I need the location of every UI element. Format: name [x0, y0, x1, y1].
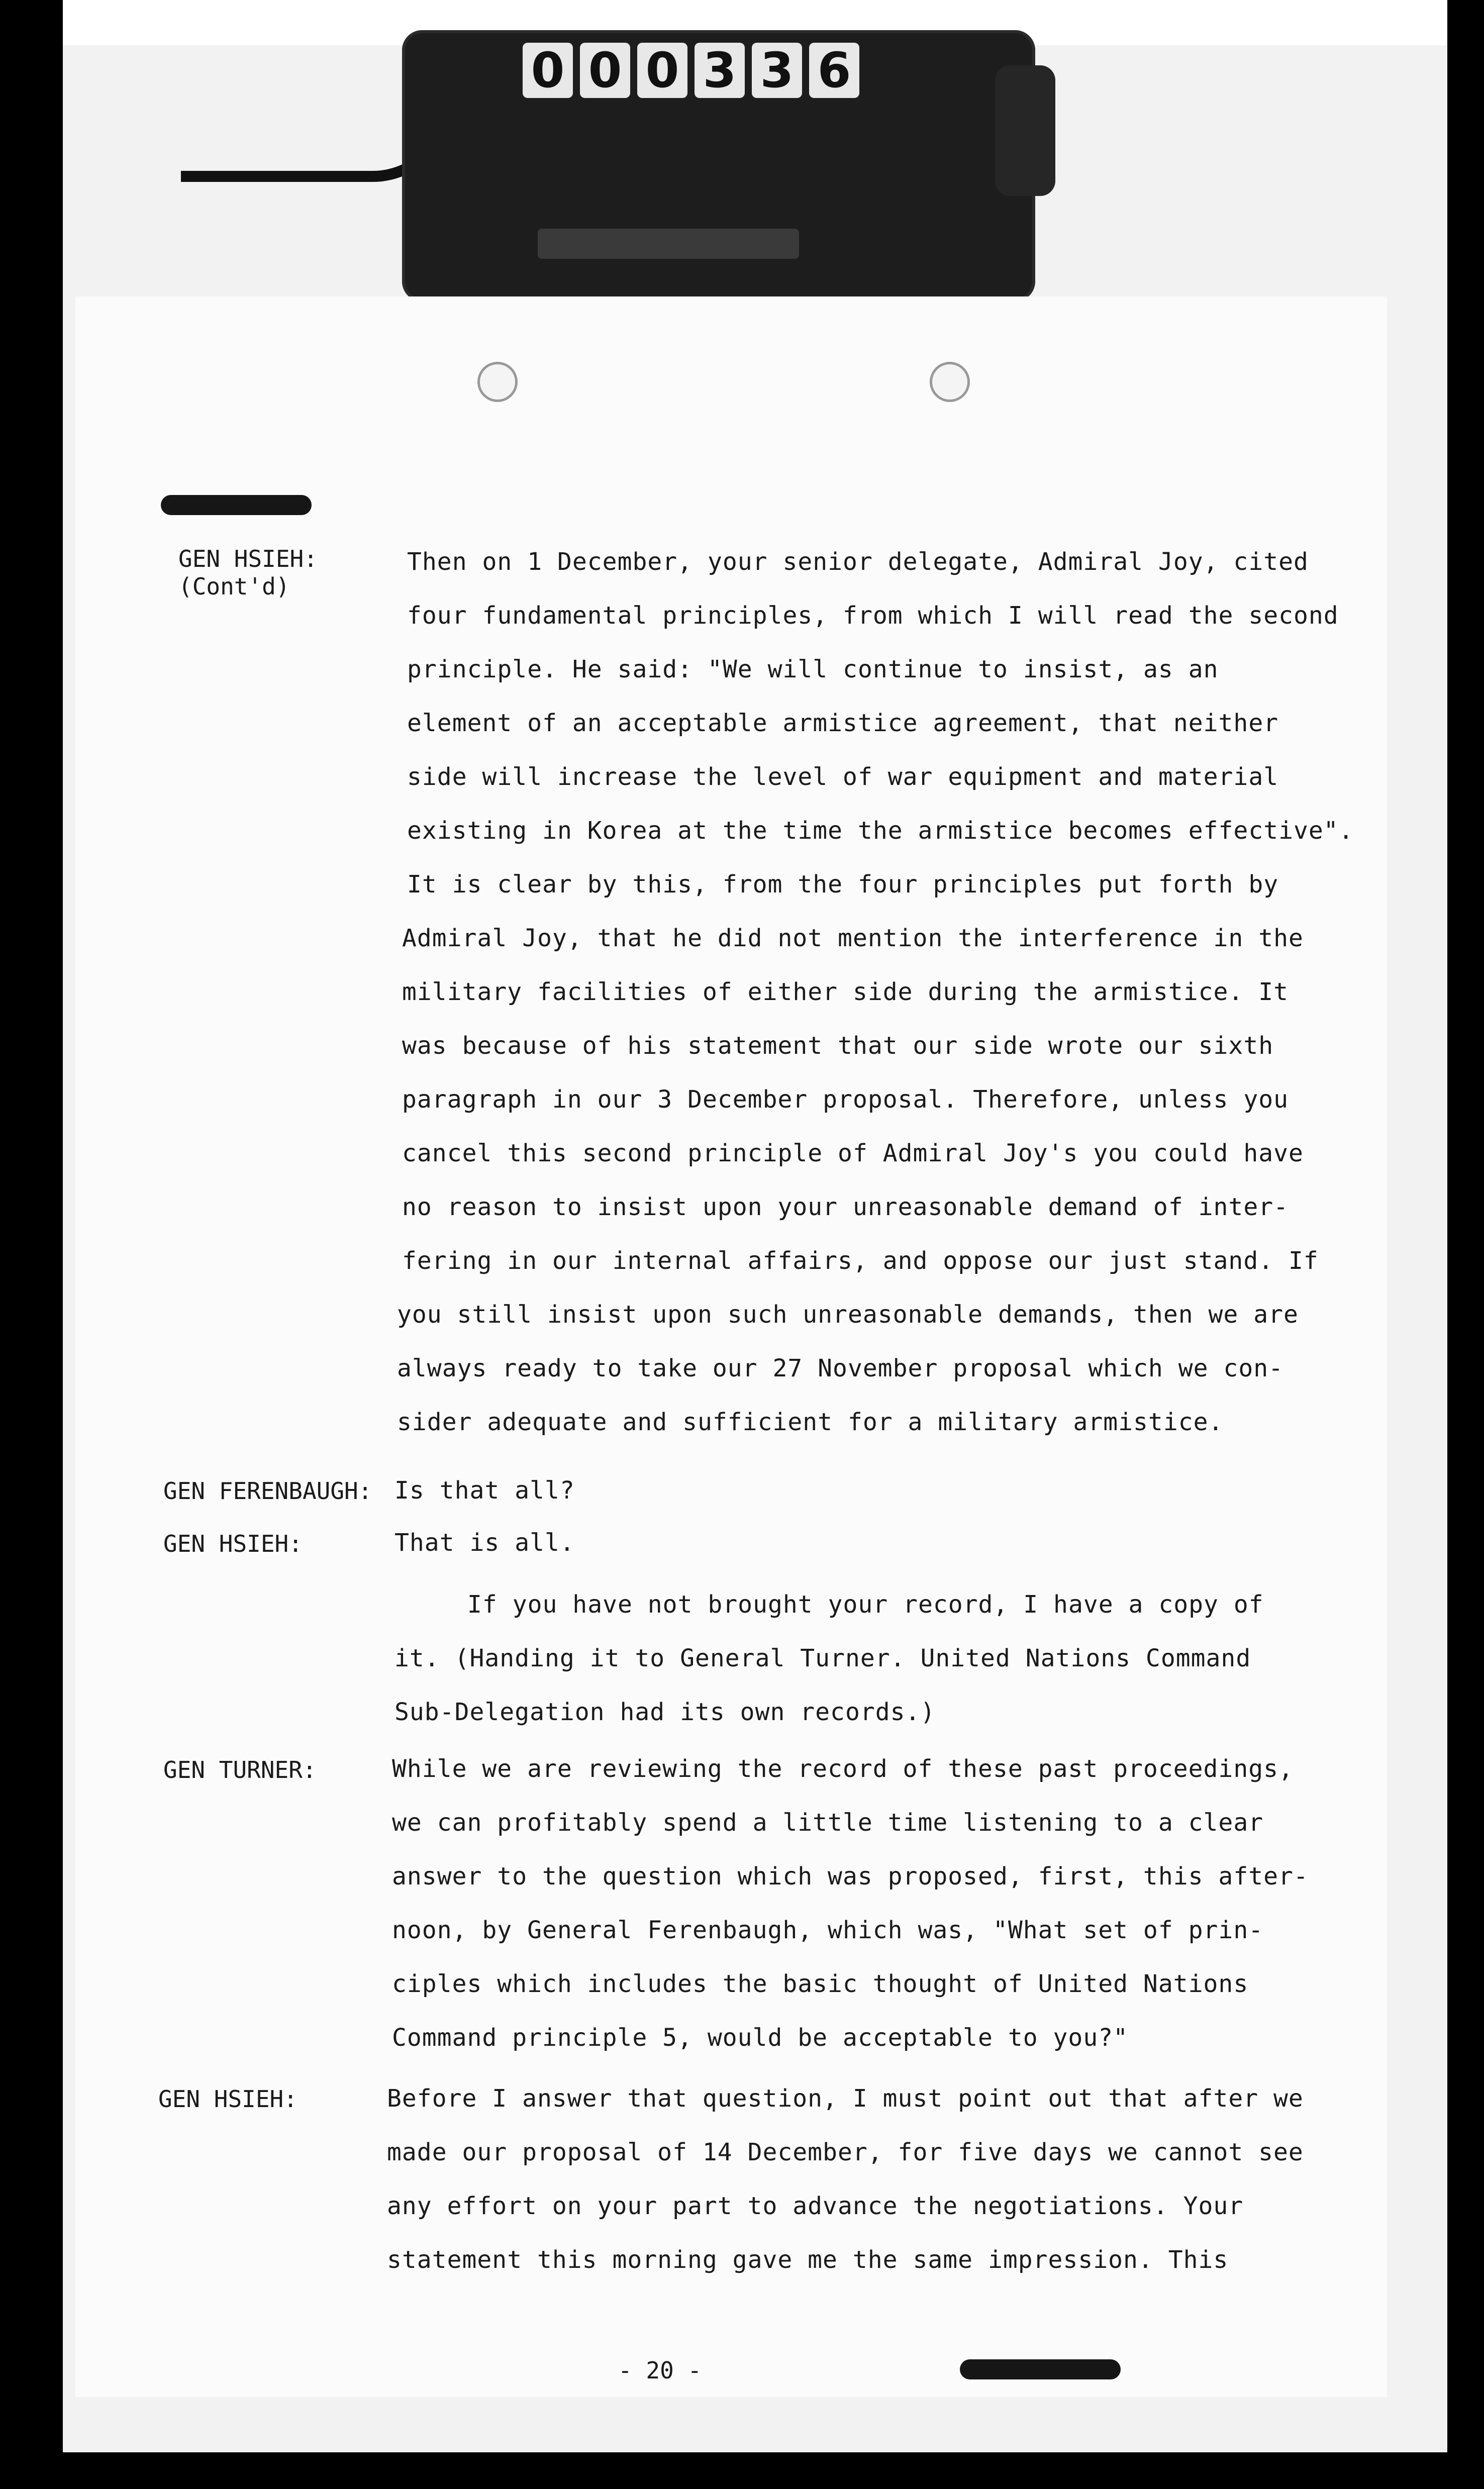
speaker-label: GEN HSIEH:: [163, 1530, 303, 1557]
text-line: four fundamental principles, from which I will read the second: [407, 602, 1339, 630]
text-line: any effort on your part to advance the negotiations. Your: [387, 2192, 1244, 2220]
page-number: - 20 -: [618, 2357, 702, 2384]
punch-hole: [477, 362, 518, 402]
text-line: was because of his statement that our side wrote our sixth: [402, 1032, 1274, 1060]
text-line: Admiral Joy, that he did not mention the interference in the: [402, 924, 1304, 952]
text-line: Before I answer that question, I must point out that after we: [387, 2084, 1304, 2113]
text-line: That is all.: [394, 1529, 575, 1557]
text-line: element of an acceptable armistice agreement, that neither: [407, 709, 1279, 737]
text-line: it. (Handing it to General Turner. United Nations Command: [394, 1644, 1251, 1672]
text-line: While we are reviewing the record of these past proceedings,: [392, 1755, 1294, 1783]
speaker-label: GEN FERENBAUGH:: [163, 1477, 372, 1505]
counter-digit: 6: [809, 43, 859, 98]
counter-digit: 3: [695, 43, 745, 98]
text-line: principle. He said: "We will continue to insist, as an: [407, 655, 1219, 683]
text-line: Is that all?: [394, 1476, 575, 1505]
text-line: Then on 1 December, your senior delegate, Admiral Joy, cited: [407, 548, 1309, 576]
film-border-right: [1447, 0, 1484, 2489]
film-border-bottom: [0, 2452, 1484, 2489]
text-line: answer to the question which was proposed, first, this after-: [392, 1862, 1309, 1890]
redacted-classification: [161, 495, 312, 515]
speaker-label: GEN HSIEH:: [158, 2085, 298, 2113]
text-line: cancel this second principle of Admiral Joy's you could have: [402, 1139, 1304, 1167]
text-line: existing in Korea at the time the armistice becomes effective".: [407, 817, 1354, 845]
speaker-label: (Cont'd): [178, 573, 290, 600]
text-line: made our proposal of 14 December, for five days we cannot see: [387, 2138, 1304, 2166]
counter-digit: 0: [637, 43, 687, 98]
text-line: always ready to take our 27 November proposal which we con-: [397, 1354, 1284, 1382]
counter-knob: [995, 65, 1055, 196]
redacted-classification: [960, 2359, 1121, 2379]
text-line: Sub-Delegation had its own records.): [394, 1698, 936, 1726]
counter-digits: [523, 43, 859, 98]
counter-digit: 0: [580, 43, 630, 98]
text-line: paragraph in our 3 December proposal. Therefore, unless you: [402, 1085, 1289, 1114]
text-line: sider adequate and sufficient for a military armistice.: [397, 1408, 1224, 1436]
text-line: ciples which includes the basic thought of United Nations: [392, 1970, 1249, 1998]
counter-digit: 3: [752, 43, 802, 98]
text-line: you still insist upon such unreasonable demands, then we are: [397, 1301, 1299, 1329]
document-page: [75, 296, 1387, 2397]
text-line: noon, by General Ferenbaugh, which was, "What set of prin-: [392, 1916, 1264, 1944]
text-line: It is clear by this, from the four principles put forth by: [407, 870, 1279, 899]
text-line: If you have not brought your record, I have a copy of: [467, 1590, 1264, 1619]
text-line: Command principle 5, would be acceptable to you?": [392, 2024, 1129, 2052]
film-border-left: [0, 0, 63, 2489]
text-line: statement this morning gave me the same impression. This: [387, 2246, 1229, 2274]
speaker-label: GEN TURNER:: [163, 1756, 317, 1783]
text-line: side will increase the level of war equipment and material: [407, 763, 1279, 791]
text-line: fering in our internal affairs, and oppose our just stand. If: [402, 1247, 1319, 1275]
text-line: we can profitably spend a little time listening to a clear: [392, 1809, 1264, 1837]
punch-hole: [930, 362, 970, 402]
counter-digit: 0: [523, 43, 573, 98]
speaker-label: GEN HSIEH:: [178, 545, 318, 572]
text-line: military facilities of either side during the armistice. It: [402, 978, 1289, 1006]
text-line: no reason to insist upon your unreasonable demand of inter-: [402, 1193, 1289, 1221]
counter-plate: [538, 229, 799, 259]
